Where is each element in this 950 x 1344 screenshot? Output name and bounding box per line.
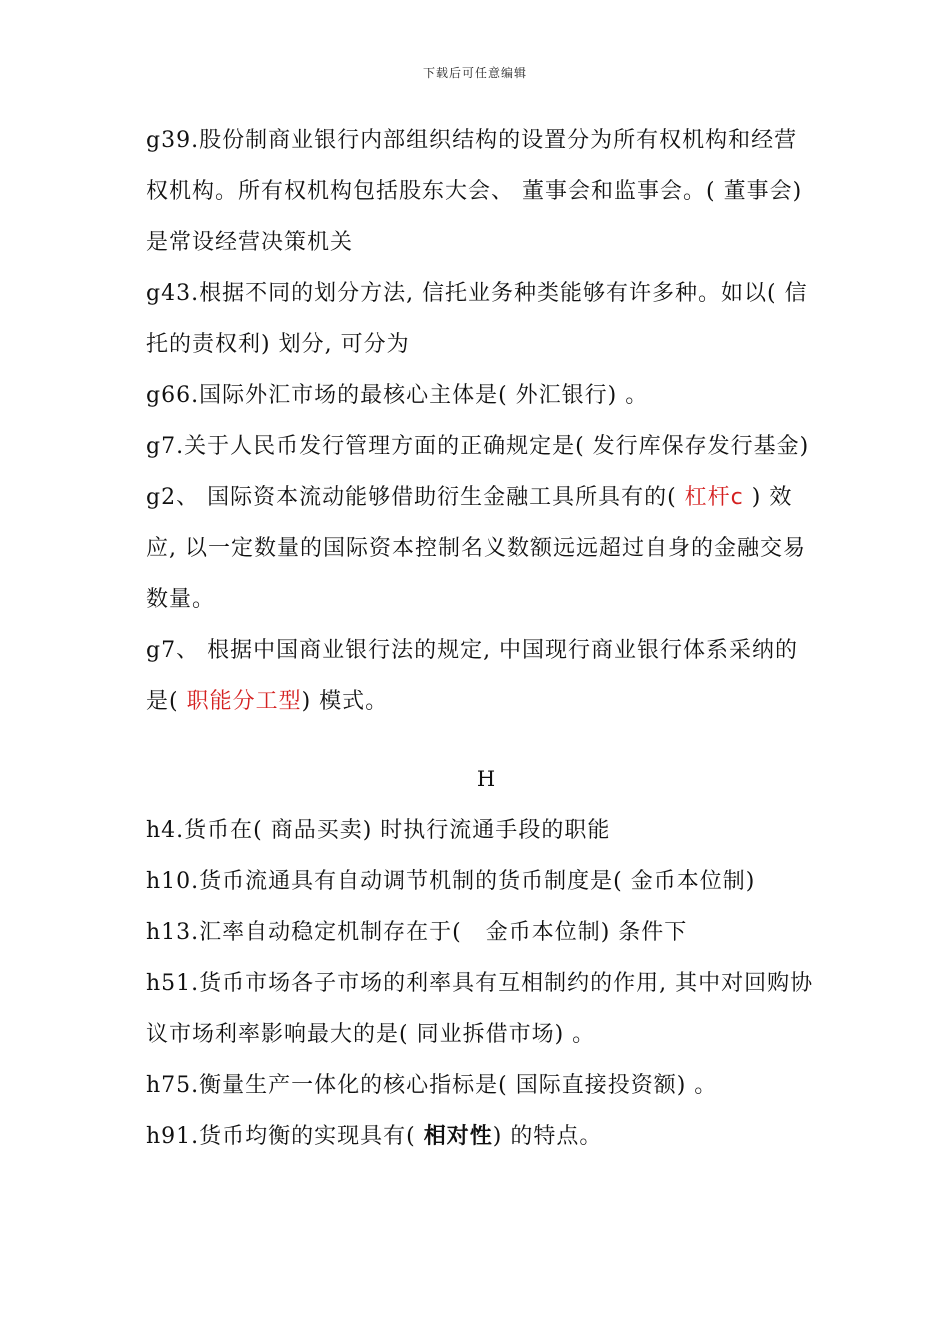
item-h91-answer: 相对性 xyxy=(423,1124,493,1149)
item-g43: g43.根据不同的划分方法, 信托业务种类能够有许多种。如以( 信托的责权利) 划分, 可分为 xyxy=(146,281,808,357)
item-h91 xyxy=(146,1111,818,1162)
item-g7-bank-prefix: g7、 根据中国商业银行法的规定, 中国现行商业银行体系采纳的是( xyxy=(146,638,799,714)
item-h75: h75.衡量生产一体化的核心指标是( 国际直接投资额) 。 xyxy=(146,1073,718,1098)
item-g2-prefix: g2、 国际资本流动能够借助衍生金融工具所具有的( xyxy=(146,485,685,510)
item-g7-bank xyxy=(146,625,818,727)
page-header: 下载后可任意编辑 xyxy=(422,66,527,80)
item-g7-bank-answer: 职能分工型 xyxy=(186,689,302,714)
item-h10: h10.货币流通具有自动调节机制的货币制度是( 金币本位制) xyxy=(146,869,756,894)
document-body xyxy=(146,115,818,1162)
section-spacer xyxy=(146,727,818,759)
item-g66: g66.国际外汇市场的最核心主体是( 外汇银行) 。 xyxy=(146,383,649,408)
item-h91-prefix: h91.货币均衡的实现具有( xyxy=(146,1124,424,1149)
item-g2-suffix: ) 效应, 以一定数量的国际资本控制名义数额远远超过自身的金融交易数量。 xyxy=(146,485,806,612)
item-h13: h13.汇率自动稳定机制存在于( 金币本位制) 条件下 xyxy=(146,920,688,945)
item-g2 xyxy=(146,472,818,625)
item-h91-suffix: ) 的特点。 xyxy=(492,1124,603,1149)
item-g7-bank-suffix: ) 模式。 xyxy=(301,689,389,714)
section-heading-h: H xyxy=(476,767,496,791)
item-g2-answer: 杠杆c xyxy=(684,485,744,510)
item-g7-rmb: g7.关于人民币发行管理方面的正确规定是( 发行库保存发行基金) xyxy=(146,434,810,459)
item-h4: h4.货币在( 商品买卖) 时执行流通手段的职能 xyxy=(146,818,611,843)
item-g39: g39.股份制商业银行内部组织结构的设置分为所有权机构和经营权机构。所有权机构包括股东大会、 董事会和监事会。( 董事会) 是常设经营决策机关 xyxy=(146,128,803,255)
item-h51: h51.货币市场各子市场的利率具有互相制约的作用, 其中对回购协议市场利率影响最大的是( 同业拆借市场) 。 xyxy=(146,971,814,1047)
